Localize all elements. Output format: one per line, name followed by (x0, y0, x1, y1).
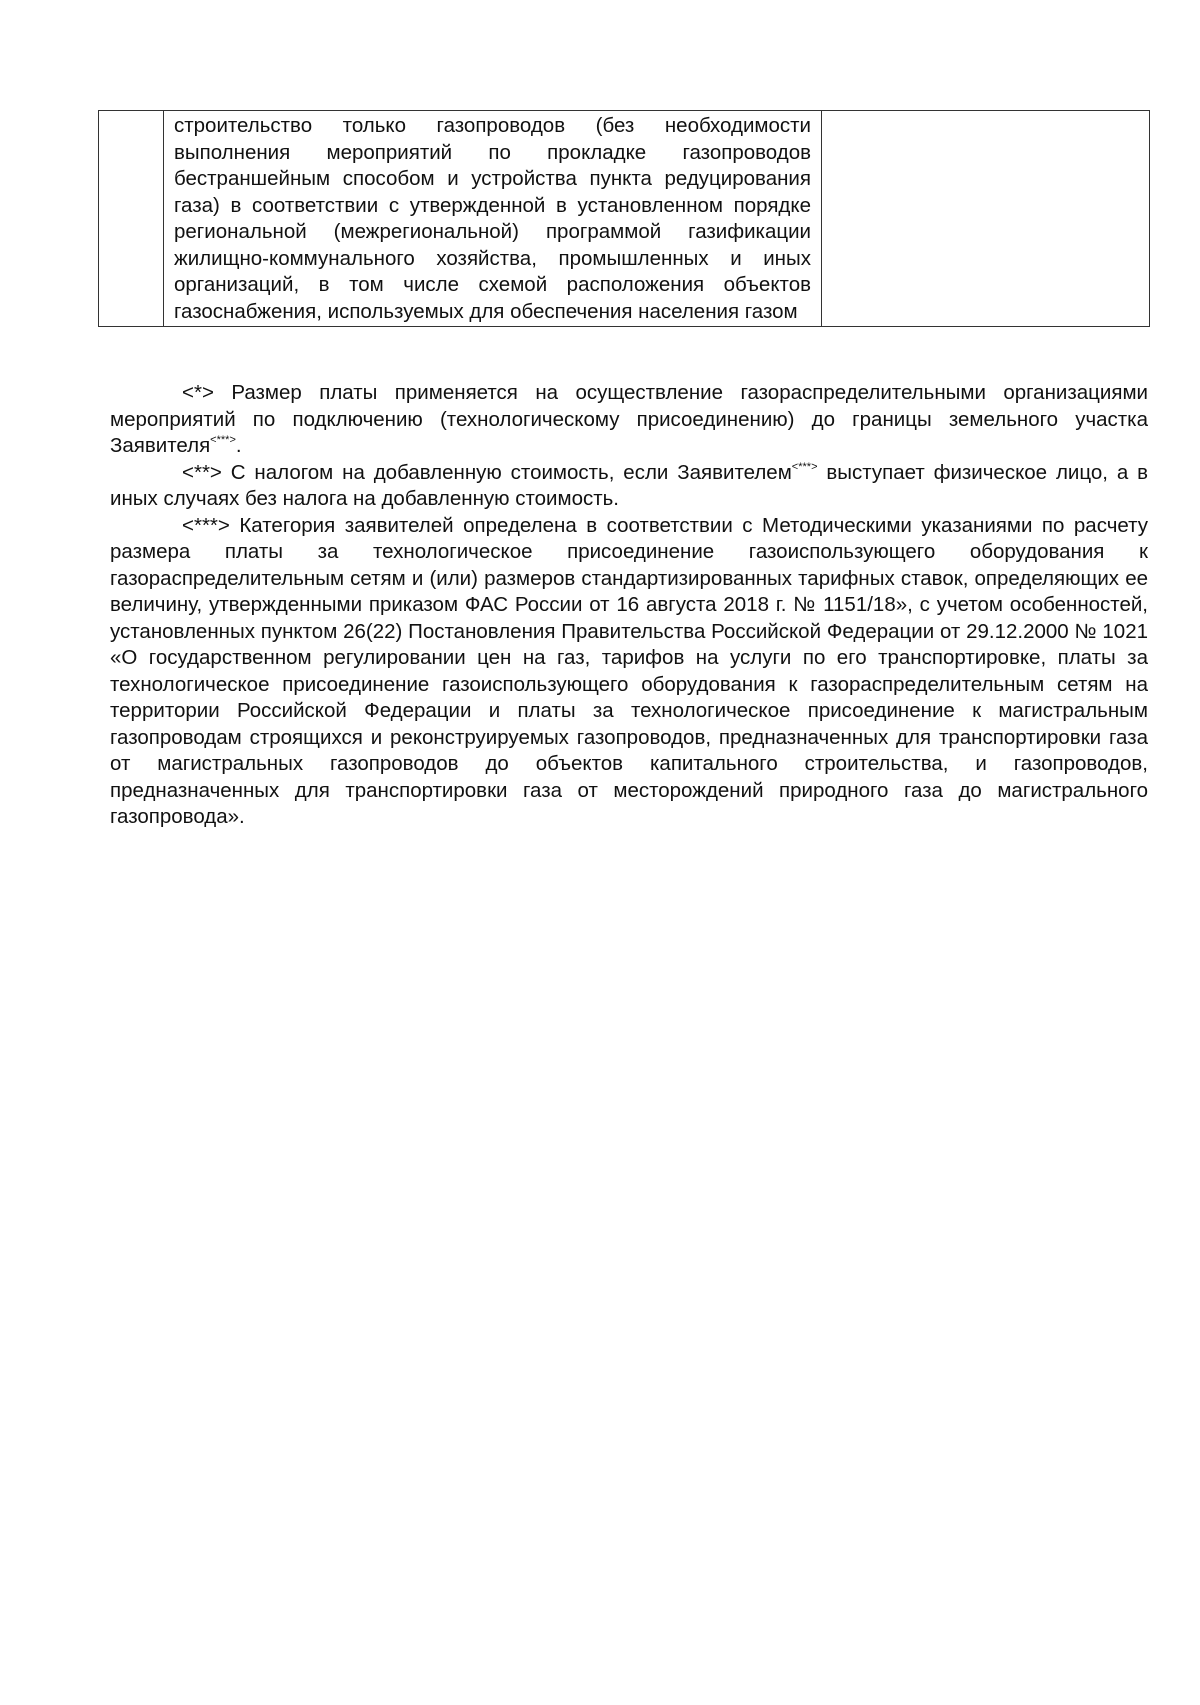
tariff-table-fragment (98, 110, 1150, 327)
footnote-3-text: <***> Категория заявителей определена в соответствии с Методическими указаниями по расчету размера платы за технологическое присоединение газоиспользующего оборудования к газораспределительным сетям и (или) размеров стандартизированных тарифных ставок, определяющих ее величину, утвержденными приказом ФАС России от 16 августа 2018 г. № 1151/18», с учетом особенностей, установленных пунктом 26(22) Постановления Правительства Российской Федерации от 29.12.2000 № 1021 «О государственном регулировании цен на газ, тарифов на услуги по его транспортировке, платы за технологическое присоединение газоиспользующего оборудования к газораспределительным сетям на территории Российской Федерации и платы за технологическое присоединение к магистральным газопроводам строящихся и реконструируемых газопроводов, предназначенных для транспортировки газа от магистральных газопроводов до объектов капитального строительства, и газопроводов, предназначенных для транспортировки газа от месторождений природного газа до магистрального газопровода». (110, 513, 1148, 828)
footnote-2-text-after: выступает физическое лицо, а в иных случаях без налога на добавленную стоимость. (110, 460, 1148, 510)
table-cell-description (164, 111, 822, 327)
footnotes (110, 380, 1148, 831)
footnote-1 (110, 380, 1148, 460)
footnote-2-ref: <***> (791, 460, 818, 473)
table-cell-value (822, 111, 1150, 327)
footnote-2-text-before: <**> С налогом на добавленную стоимость, если Заявителем (182, 460, 792, 484)
footnote-1-tail: . (235, 434, 242, 457)
footnote-3 (110, 513, 1148, 831)
footnote-2 (110, 460, 1148, 513)
footnote-1-text: <*> Размер платы применяется на осуществление газораспределительными организациями мероприятий по подключению (технологическому присоединению) до границы земельного участка Заявителя (110, 381, 1148, 457)
table-cell-text: строительство только газопроводов (без необходимости выполнения мероприятий по прокладке газопроводов бестраншейным способом и устройства пункта редуцирования газа) в соответствии с утвержденной в установленном порядке региональной (межрегиональной) программой газификации жилищно-коммунального хозяйства, промышленных и иных организаций, в том числе схемой расположения объектов газоснабжения, используемых для обеспечения населения газом (174, 114, 811, 323)
table-row (99, 111, 1150, 327)
footnote-1-ref: <***> (210, 434, 236, 446)
table-cell-number (99, 111, 164, 327)
